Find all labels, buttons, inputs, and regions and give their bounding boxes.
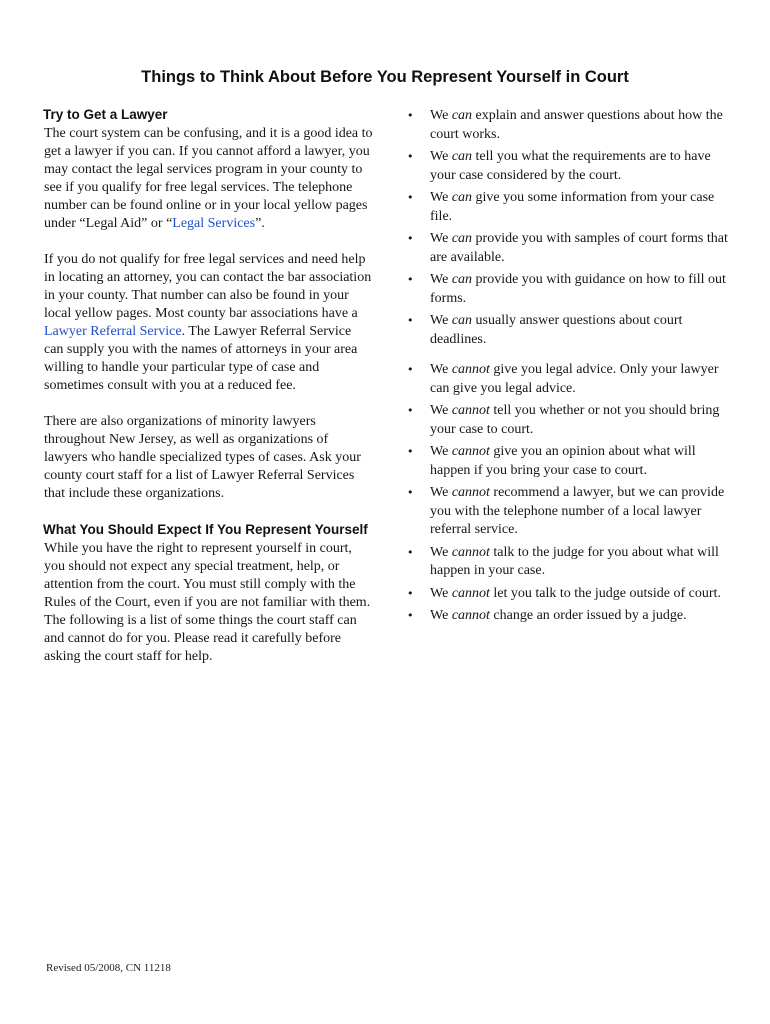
list-item-text: We	[430, 313, 452, 328]
emphasis-word: cannot	[451, 403, 490, 418]
list-item-text: explain and answer questions about how the court works.	[430, 108, 723, 142]
list-item-text: We	[430, 485, 452, 500]
bullet-icon: •	[407, 545, 414, 559]
emphasis-word: can	[451, 231, 473, 246]
bullet-icon: •	[407, 232, 414, 245]
right-column	[405, 107, 735, 630]
emphasis-word: cannot	[451, 362, 490, 377]
emphasis-word: cannot	[451, 585, 490, 601]
can-list-item	[405, 312, 735, 349]
cannot-list-item	[405, 544, 735, 581]
paragraph-text-end: . The Lawyer Referral Service can supply you with the names of attorneys in your area willing to handle your particular type of case and sometimes consult with you at a reduced fee.	[44, 324, 358, 393]
cannot-list-item	[405, 443, 735, 480]
list-item-text: tell you whether or not you should bring your case to court.	[430, 403, 720, 437]
bullet-icon: •	[407, 109, 414, 122]
bullet-icon: •	[407, 314, 414, 327]
can-list-item	[405, 107, 735, 144]
emphasis-word: can	[451, 108, 473, 123]
section-heading-expectations: What You Should Expect If You Represent Yourself	[43, 522, 368, 537]
list-item-text: We	[430, 231, 452, 246]
bullet-icon: •	[407, 586, 414, 600]
list-item-text: We	[430, 149, 452, 164]
bullet-icon: •	[407, 363, 414, 376]
cannot-do-list	[405, 361, 735, 626]
list-item-text: usually answer questions about court deadlines.	[430, 313, 683, 347]
left-column	[44, 106, 374, 680]
can-list-item	[405, 148, 735, 185]
list-item-text: We	[430, 108, 452, 123]
cannot-list-item	[405, 607, 735, 626]
list-item-text: We	[430, 272, 452, 287]
paragraph-text-end: ”.	[255, 216, 265, 231]
revision-footer: Revised 05/2008, CN 11218	[46, 962, 171, 974]
section-heading-lawyer: Try to Get a Lawyer	[43, 107, 168, 122]
bullet-icon: •	[407, 404, 414, 417]
paragraph-bar-association	[44, 251, 374, 395]
list-item-text: provide you with guidance on how to fill out forms.	[430, 272, 726, 306]
bullet-icon: •	[407, 486, 414, 499]
bullet-icon: •	[407, 609, 414, 622]
list-item-text: talk to the judge for you about what will happen in your case.	[430, 544, 719, 578]
paragraph-lawyer-intro	[44, 125, 374, 233]
legal-services-link[interactable]: Legal Services	[172, 216, 256, 231]
list-item-text: give you an opinion about what will happen if you bring your case to court.	[430, 444, 696, 478]
page-title: Things to Think About Before You Represent Yourself in Court	[141, 68, 629, 86]
paragraph-expectations: While you have the right to represent yourself in court, you should not expect any special treatment, help, or attention from the court. You must still comply with the Rules of the Court, even if you are not familiar with them. The following is a list of some things the court staff can and cannot do for you. Please read it carefully before asking the court staff for help.	[44, 541, 371, 664]
bullet-icon: •	[407, 150, 414, 163]
paragraph-minority-lawyers: There are also organizations of minority lawyers throughout New Jersey, as well as organizations of lawyers who handle specialized types of cases. Ask your county court staff for a list of Lawyer Referral Services that include these organizations.	[44, 414, 361, 501]
emphasis-word: cannot	[451, 544, 490, 560]
list-item-text: We	[430, 544, 452, 560]
list-item-text: We	[430, 608, 452, 623]
cannot-list-item	[405, 585, 735, 604]
list-item-text: We	[430, 585, 452, 601]
paragraph-text: If you do not qualify for free legal services and need help in locating an attorney, you can contact the bar association in your county. That number can also be found in your local yellow pages. Most county bar associations have a	[44, 252, 372, 321]
cannot-list-item	[405, 361, 735, 398]
list-item-text: We	[430, 444, 452, 459]
list-item-text: give you some information from your case file.	[430, 190, 715, 224]
can-do-list	[405, 107, 735, 349]
emphasis-word: can	[451, 313, 473, 328]
bullet-icon: •	[407, 445, 414, 458]
emphasis-word: can	[451, 190, 473, 205]
paragraph-text: The court system can be confusing, and it is a good idea to get a lawyer if you can. If you cannot afford a lawyer, you may contact the legal services program in your county to see if you qualify for free legal services. The telephone number can be found online or in your local yellow pages under “Legal Aid” or “	[44, 126, 373, 231]
emphasis-word: can	[451, 272, 473, 287]
list-item-text: We	[430, 190, 452, 205]
cannot-list-item	[405, 484, 735, 540]
list-item-text: tell you what the requirements are to have your case considered by the court.	[430, 149, 711, 183]
list-item-text: change an order issued by a judge.	[489, 608, 687, 623]
cannot-list-item	[405, 402, 735, 439]
list-item-text: recommend a lawyer, but we can provide you with the telephone number of a local lawyer referral service.	[430, 485, 725, 537]
list-item-text: We	[430, 362, 452, 377]
bullet-icon: •	[407, 191, 414, 204]
list-item-text: let you talk to the judge outside of court.	[489, 585, 721, 601]
bullet-icon: •	[407, 273, 414, 286]
emphasis-word: cannot	[451, 485, 490, 500]
list-item-text: We	[430, 403, 452, 418]
can-list-item	[405, 230, 735, 267]
can-list-item	[405, 189, 735, 226]
emphasis-word: cannot	[451, 444, 490, 459]
list-item-text: give you legal advice. Only your lawyer can give you legal advice.	[430, 362, 719, 396]
lawyer-referral-service-link[interactable]: Lawyer Referral Service	[44, 324, 182, 339]
can-list-item	[405, 271, 735, 308]
emphasis-word: can	[451, 149, 473, 164]
list-item-text: provide you with samples of court forms that are available.	[430, 231, 728, 265]
emphasis-word: cannot	[451, 608, 490, 623]
